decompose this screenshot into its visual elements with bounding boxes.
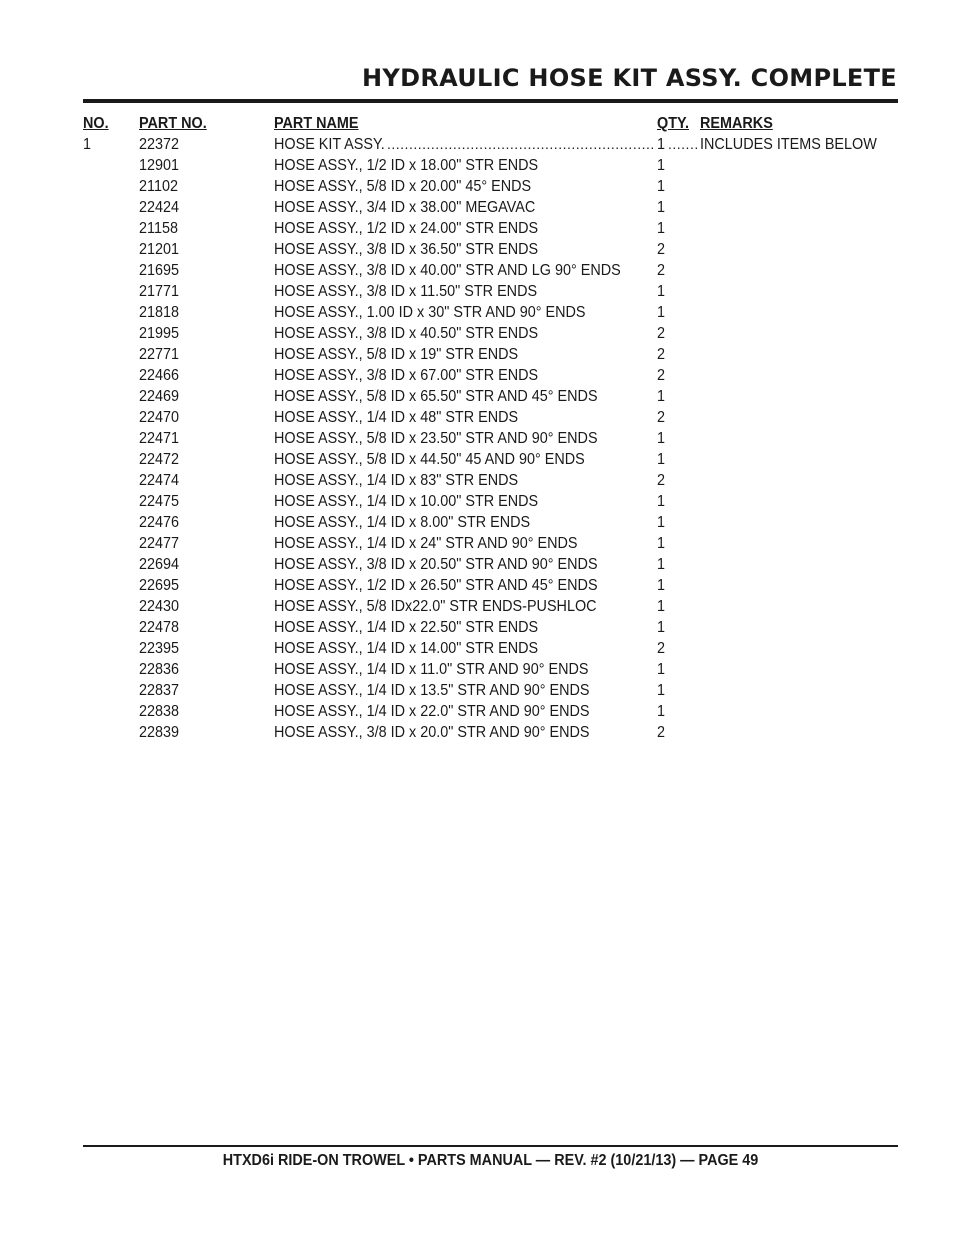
quantity: 1 [657,304,666,321]
part-number: 21695 [139,262,180,279]
part-name: HOSE ASSY., 1/4 ID x 83" STR ENDS [274,472,519,489]
part-name: HOSE ASSY., 1/4 ID x 22.0" STR AND 90° ENDS [274,703,590,720]
table-row [83,302,898,323]
quantity: 1 [657,598,666,615]
quantity: 2 [657,367,666,384]
header-remarks: REMARKS [700,115,773,132]
table-row [83,596,898,617]
quantity: 1 [657,703,666,720]
part-number: 22837 [139,682,180,699]
part-number: 22474 [139,472,180,489]
table-row [83,533,898,554]
part-name: HOSE ASSY., 1/2 ID x 24.00" STR ENDS [274,220,539,237]
part-number: 22694 [139,556,180,573]
table-row [83,512,898,533]
dot-leader [668,134,699,155]
part-number: 22372 [139,136,180,153]
part-number: 22472 [139,451,180,468]
quantity: 1 [657,430,666,447]
part-number: 12901 [139,157,180,174]
table-row [83,449,898,470]
quantity: 2 [657,346,666,363]
table-row [83,407,898,428]
quantity: 1 [657,682,666,699]
part-number: 22395 [139,640,180,657]
table-row [83,239,898,260]
part-number: 22771 [139,346,180,363]
quantity: 2 [657,472,666,489]
part-name: HOSE ASSY., 3/8 ID x 36.50" STR ENDS [274,241,539,258]
part-name: HOSE ASSY., 1/2 ID x 18.00" STR ENDS [274,157,539,174]
table-row [83,281,898,302]
footer-text: HTXD6i RIDE-ON TROWEL • PARTS MANUAL — REV. #2 (10/21/13) — PAGE 49 [222,1152,759,1169]
part-name: HOSE ASSY., 1/4 ID x 13.5" STR AND 90° ENDS [274,682,590,699]
quantity: 1 [657,178,666,195]
table-row [83,701,898,722]
part-name: HOSE ASSY., 3/8 ID x 11.50" STR ENDS [274,283,538,300]
part-name: HOSE ASSY., 3/4 ID x 38.00" MEGAVAC [274,199,536,216]
quantity: 1 [657,199,666,216]
quantity: 2 [657,724,666,741]
quantity: 1 [657,493,666,510]
part-number: 21102 [139,178,178,195]
part-number: 21158 [139,220,178,237]
page-title: HYDRAULIC HOSE KIT ASSY. COMPLETE [362,64,897,92]
part-name: HOSE ASSY., 3/8 ID x 67.00" STR ENDS [274,367,539,384]
part-number: 21818 [139,304,180,321]
quantity: 1 [657,535,666,552]
part-name: HOSE ASSY., 3/8 ID x 40.00" STR AND LG 90° ENDS [274,262,621,279]
table-row [83,470,898,491]
quantity: 1 [657,661,666,678]
quantity: 2 [657,241,666,258]
quantity: 1 [657,136,666,153]
part-number: 22478 [139,619,180,636]
table-header-row [83,113,898,134]
table-row [83,134,898,155]
part-name: HOSE ASSY., 3/8 ID x 20.0" STR AND 90° ENDS [274,724,590,741]
part-number: 22470 [139,409,180,426]
table-row [83,176,898,197]
header-part-no: PART NO. [139,115,207,132]
part-name: HOSE ASSY., 5/8 IDx22.0" STR ENDS-PUSHLOC [274,598,597,615]
part-number: 22838 [139,703,180,720]
quantity: 1 [657,556,666,573]
quantity: 1 [657,157,666,174]
header-part-name: PART NAME [274,115,359,132]
table-row [83,659,898,680]
table-body [83,134,898,743]
quantity: 1 [657,451,666,468]
part-number: 21771 [139,283,180,300]
table-row [83,680,898,701]
table-row [83,365,898,386]
part-number: 21995 [139,325,180,342]
quantity: 1 [657,619,666,636]
quantity: 2 [657,262,666,279]
quantity: 1 [657,388,666,405]
table-row [83,218,898,239]
part-number: 22471 [139,430,180,447]
header-qty: QTY. [657,115,690,132]
table-row [83,344,898,365]
header-no: NO. [83,115,109,132]
table-row [83,638,898,659]
table-row [83,197,898,218]
part-number: 22476 [139,514,180,531]
part-number: 22466 [139,367,180,384]
table-row [83,554,898,575]
part-name: HOSE ASSY., 1/4 ID x 11.0" STR AND 90° ENDS [274,661,589,678]
parts-table [83,113,898,743]
part-name: HOSE ASSY., 5/8 ID x 65.50" STR AND 45° ENDS [274,388,598,405]
quantity: 1 [657,283,666,300]
quantity: 1 [657,577,666,594]
part-number: 22430 [139,598,180,615]
part-number: 21201 [139,241,180,258]
table-row [83,323,898,344]
quantity: 2 [657,409,666,426]
part-name: HOSE ASSY., 1/4 ID x 14.00" STR ENDS [274,640,539,657]
table-row [83,575,898,596]
dot-leader [387,134,655,155]
item-number: 1 [83,136,92,153]
table-row [83,491,898,512]
part-name: HOSE ASSY., 3/8 ID x 40.50" STR ENDS [274,325,539,342]
table-row [83,617,898,638]
part-number: 22424 [139,199,180,216]
table-row [83,722,898,743]
quantity: 2 [657,640,666,657]
part-name: HOSE ASSY., 1/2 ID x 26.50" STR AND 45° ENDS [274,577,598,594]
part-name: HOSE ASSY., 5/8 ID x 23.50" STR AND 90° ENDS [274,430,598,447]
part-number: 22839 [139,724,180,741]
table-row [83,428,898,449]
part-name: HOSE ASSY., 1/4 ID x 8.00" STR ENDS [274,514,531,531]
quantity: 2 [657,325,666,342]
part-number: 22475 [139,493,180,510]
part-name: HOSE ASSY., 1/4 ID x 10.00" STR ENDS [274,493,539,510]
part-name: HOSE ASSY., 3/8 ID x 20.50" STR AND 90° ENDS [274,556,598,573]
part-number: 22477 [139,535,180,552]
part-name: HOSE ASSY., 1/4 ID x 22.50" STR ENDS [274,619,539,636]
part-name: HOSE ASSY., 1/4 ID x 24" STR AND 90° ENDS [274,535,578,552]
table-row [83,260,898,281]
table-row [83,386,898,407]
part-number: 22469 [139,388,180,405]
quantity: 1 [657,220,666,237]
part-name: HOSE KIT ASSY. [274,136,385,153]
part-name: HOSE ASSY., 1.00 ID x 30" STR AND 90° ENDS [274,304,586,321]
page-footer [83,1152,898,1170]
title-divider [83,99,898,103]
part-name: HOSE ASSY., 5/8 ID x 44.50" 45 AND 90° ENDS [274,451,585,468]
footer-divider [83,1145,898,1147]
remarks: INCLUDES ITEMS BELOW [700,136,877,153]
quantity: 1 [657,514,666,531]
part-number: 22695 [139,577,180,594]
part-number: 22836 [139,661,180,678]
part-name: HOSE ASSY., 5/8 ID x 19" STR ENDS [274,346,519,363]
part-name: HOSE ASSY., 1/4 ID x 48" STR ENDS [274,409,519,426]
table-row [83,155,898,176]
part-name: HOSE ASSY., 5/8 ID x 20.00" 45° ENDS [274,178,532,195]
